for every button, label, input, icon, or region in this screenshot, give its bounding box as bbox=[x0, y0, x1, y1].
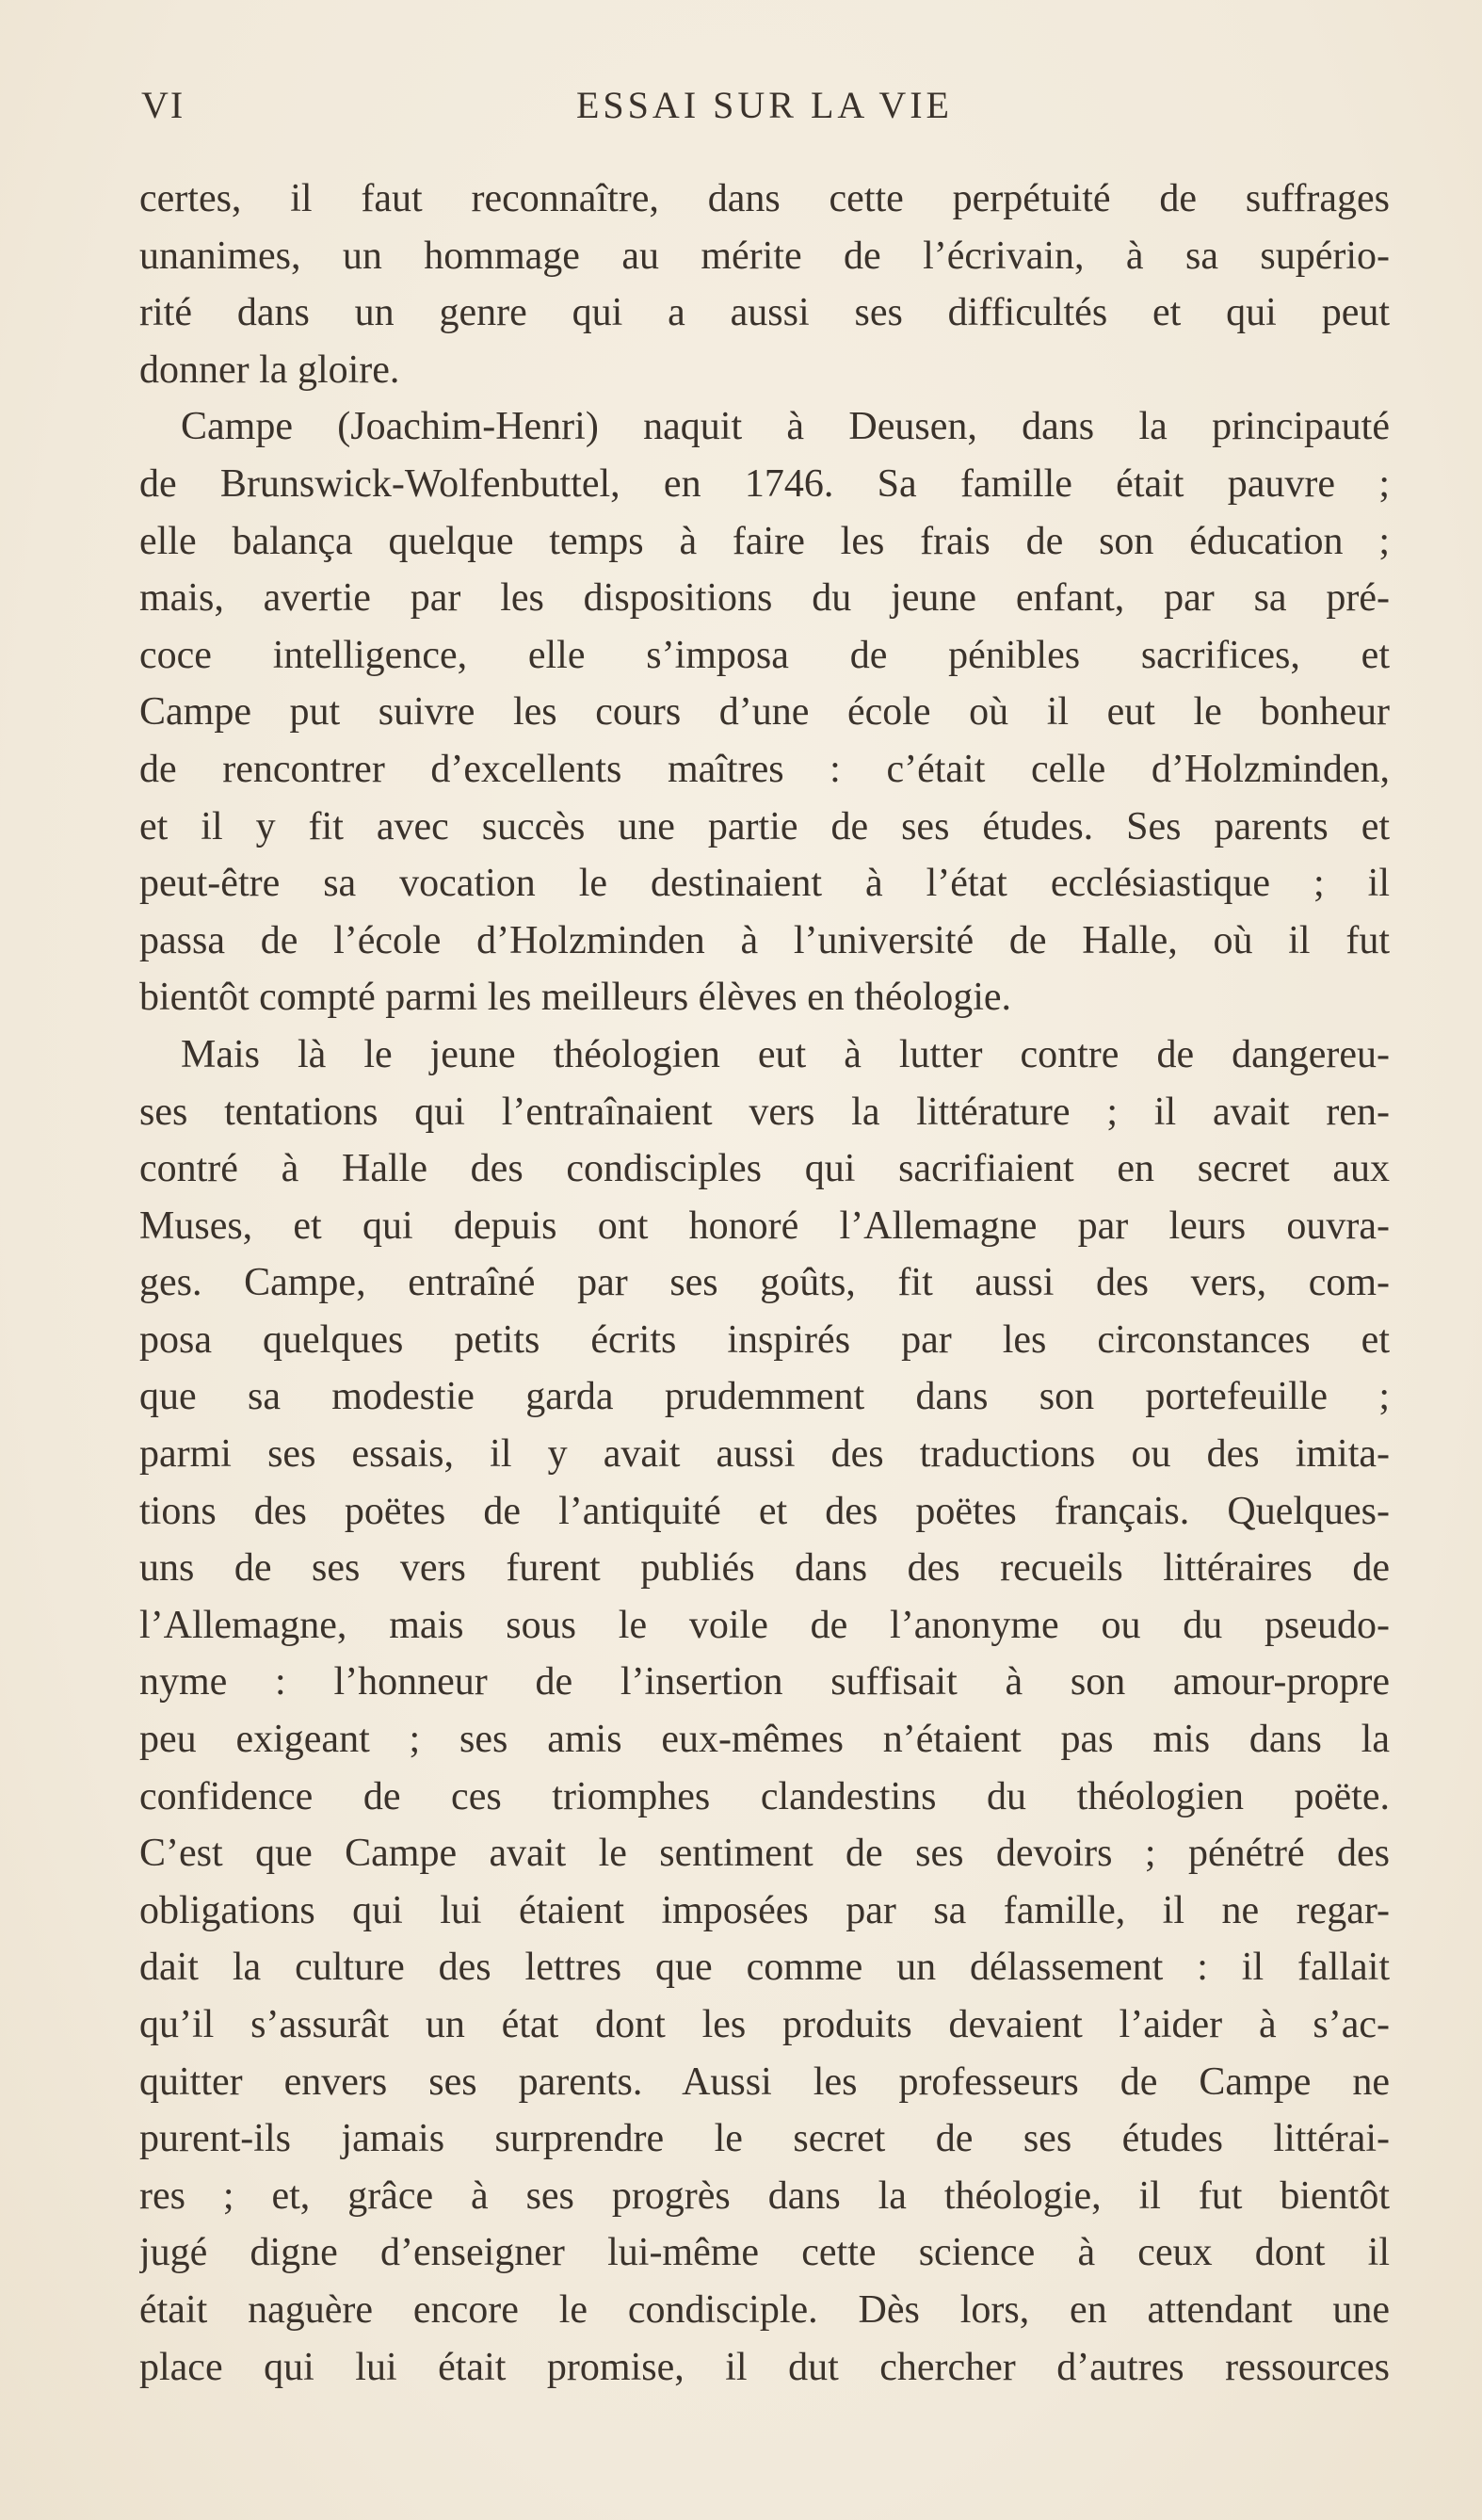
text-line: nyme : l’honneur de l’insertion suffisait à son amour-propre bbox=[139, 1660, 1390, 1704]
text-line: mais, avertie par les dispositions du jeune enfant, par sa pré- bbox=[139, 576, 1390, 621]
text-line: contré à Halle des condisciples qui sacrifiaient en secret aux bbox=[139, 1147, 1390, 1191]
text-line: uns de ses vers furent publiés dans des recueils littéraires de bbox=[139, 1546, 1390, 1591]
text-line: posa quelques petits écrits inspirés par les circonstances et bbox=[139, 1317, 1390, 1362]
text-line: et il y fit avec succès une partie de ses études. Ses parents et bbox=[139, 804, 1390, 848]
text-line: passa de l’école d’Holzminden à l’université de Halle, où il fut bbox=[139, 918, 1390, 962]
text-line: ses tentations qui l’entraînaient vers la littérature ; il avait ren- bbox=[139, 1090, 1390, 1134]
body-text bbox=[139, 170, 1390, 2396]
text-line: res ; et, grâce à ses progrès dans la théologie, il fut bientôt bbox=[139, 2173, 1390, 2218]
running-title: ESSAI SUR LA VIE bbox=[576, 84, 953, 126]
text-line: C’est que Campe avait le sentiment de ses devoirs ; pénétré des bbox=[139, 1832, 1390, 1876]
text-line: quitter envers ses parents. Aussi les professeurs de Campe ne bbox=[139, 2060, 1390, 2104]
text-line: jugé digne d’enseigner lui-même cette science à ceux dont il bbox=[139, 2231, 1390, 2275]
text-line: parmi ses essais, il y avait aussi des traductions ou des imita- bbox=[139, 1432, 1390, 1477]
text-line: peut-être sa vocation le destinaient à l’état ecclésiastique ; il bbox=[139, 862, 1390, 906]
text-line: l’Allemagne, mais sous le voile de l’anonyme ou du pseudo- bbox=[139, 1603, 1390, 1647]
text-line: Muses, et qui depuis ont honoré l’Allemagne par leurs ouvra- bbox=[139, 1203, 1390, 1248]
text-line: unanimes, un hommage au mérite de l’écrivain, à sa supério- bbox=[139, 234, 1390, 278]
text-line: purent-ils jamais surprendre le secret de ses études littérai- bbox=[139, 2117, 1390, 2161]
text-line: donner la gloire. bbox=[139, 347, 400, 392]
text-line: que sa modestie garda prudemment dans son portefeuille ; bbox=[139, 1375, 1390, 1419]
text-line: place qui lui était promise, il dut chercher d’autres ressources bbox=[139, 2345, 1390, 2389]
page-header bbox=[139, 83, 1390, 139]
text-line: Campe put suivre les cours d’une école où il eut le bonheur bbox=[139, 690, 1390, 735]
text-line: certes, il faut reconnaître, dans cette perpétuité de suffrages bbox=[139, 177, 1390, 220]
text-line: elle balança quelque temps à faire les frais de son éducation ; bbox=[139, 519, 1390, 563]
text-line: obligations qui lui étaient imposées par sa famille, il ne regar- bbox=[139, 1888, 1390, 1932]
text-line: de Brunswick-Wolfenbuttel, en 1746. Sa famille était pauvre ; bbox=[139, 461, 1390, 506]
text-line: ges. Campe, entraîné par ses goûts, fit aussi des vers, com- bbox=[139, 1261, 1390, 1305]
text-line: Campe (Joachim-Henri) naquit à Deusen, dans la principauté bbox=[181, 405, 1390, 449]
text-line: était naguère encore le condisciple. Dès lors, en attendant une bbox=[139, 2287, 1390, 2332]
text-line: bientôt compté parmi les meilleurs élèves en théologie. bbox=[139, 976, 1012, 1020]
text-line: coce intelligence, elle s’imposa de pénibles sacrifices, et bbox=[139, 633, 1390, 677]
text-line: qu’il s’assurât un état dont les produits devaient l’aider à s’ac- bbox=[139, 2003, 1390, 2046]
text-line: peu exigeant ; ses amis eux-mêmes n’étaient pas mis dans la bbox=[139, 1718, 1390, 1762]
text-line: dait la culture des lettres que comme un délassement : il fallait bbox=[139, 1946, 1390, 1990]
text-line: rité dans un genre qui a aussi ses difficultés et qui peut bbox=[139, 291, 1390, 335]
text-line: Mais là le jeune théologien eut à lutter contre de dangereu- bbox=[181, 1032, 1390, 1076]
text-line: confidence de ces triomphes clandestins du théologien poëte. bbox=[139, 1774, 1390, 1818]
text-line: de rencontrer d’excellents maîtres : c’était celle d’Holzminden, bbox=[139, 747, 1390, 791]
page-number: VI bbox=[141, 84, 185, 126]
text-line: tions des poëtes de l’antiquité et des poëtes français. Quelques- bbox=[139, 1489, 1390, 1533]
